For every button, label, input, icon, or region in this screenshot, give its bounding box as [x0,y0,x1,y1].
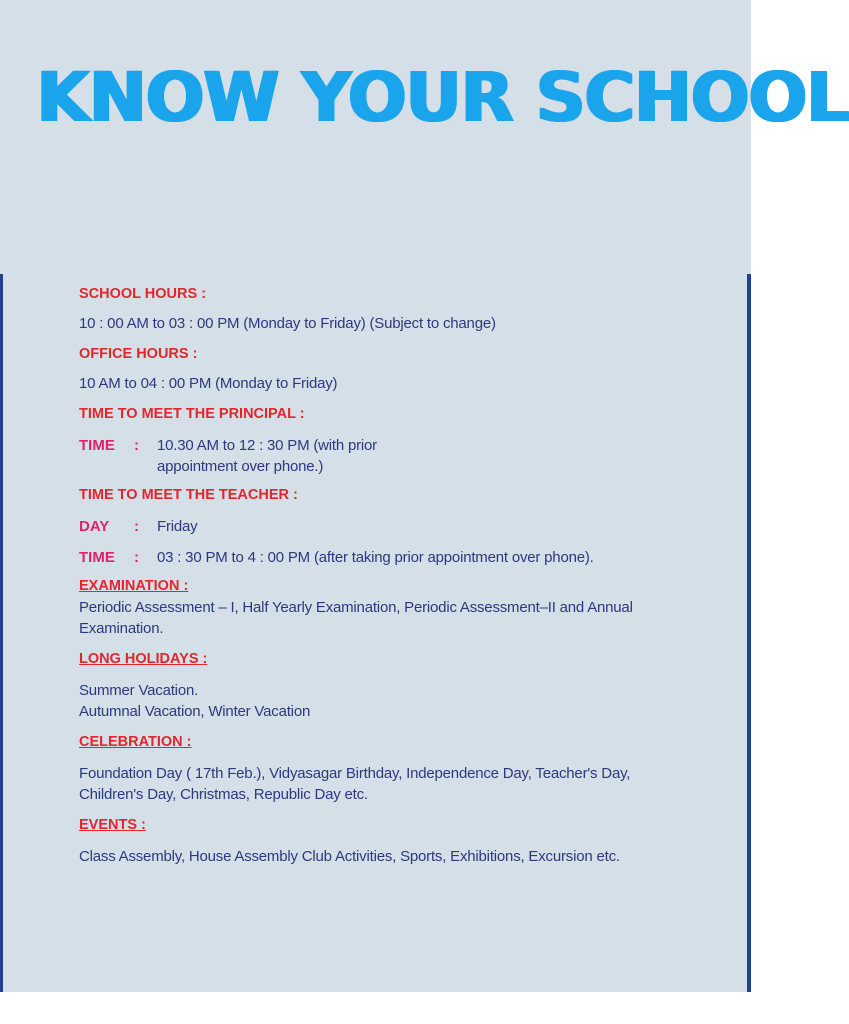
examination-heading: EXAMINATION : [79,578,189,594]
teacher-day-label: DAY [79,518,110,535]
principal-time-line1: 10.30 AM to 12 : 30 PM (with prior [157,437,377,454]
office-hours-heading: OFFICE HOURS : [79,346,198,362]
celebration-text: Foundation Day ( 17th Feb.), Vidyasagar Birthday, Independence Day, Teacher's Day, Children's Day, Christmas, Republic Day etc. [79,765,631,803]
teacher-time-label: TIME [79,549,115,566]
teacher-heading: TIME TO MEET THE TEACHER : [79,487,298,503]
teacher-day-colon: : [134,518,139,535]
teacher-day-value: Friday [157,518,198,535]
right-border-stripe [747,274,751,992]
school-hours-heading: SCHOOL HOURS : [79,286,207,302]
office-hours-text: 10 AM to 04 : 00 PM (Monday to Friday) [79,375,338,392]
principal-time-colon: : [134,437,139,454]
long-holidays-line1: Summer Vacation. [79,682,199,699]
celebration-heading: CELEBRATION : [79,734,192,750]
principal-time-line2: appointment over phone.) [157,458,324,475]
page-title: KNOW YOUR SCHOOL [36,58,849,138]
teacher-time-value: 03 : 30 PM to 4 : 00 PM (after taking prior appointment over phone). [157,549,594,566]
teacher-time-colon: : [134,549,139,566]
long-holidays-heading: LONG HOLIDAYS : [79,651,208,667]
principal-heading: TIME TO MEET THE PRINCIPAL : [79,406,305,422]
left-border-stripe [0,274,3,992]
teacher-time-row [79,547,689,568]
principal-time-value [157,435,689,477]
events-text: Class Assembly, House Assembly Club Activities, Sports, Exhibitions, Excursion etc. [79,848,620,865]
examination-text: Periodic Assessment – I, Half Yearly Examination, Periodic Assessment–II and Annual Examination. [79,599,633,637]
school-hours-text: 10 : 00 AM to 03 : 00 PM (Monday to Friday) (Subject to change) [79,315,496,332]
long-holidays-line2: Autumnal Vacation, Winter Vacation [79,703,311,720]
principal-time-row [79,435,689,477]
teacher-day-row [79,516,689,537]
info-content [79,284,689,867]
principal-time-label: TIME [79,437,115,454]
events-heading: EVENTS : [79,817,146,833]
